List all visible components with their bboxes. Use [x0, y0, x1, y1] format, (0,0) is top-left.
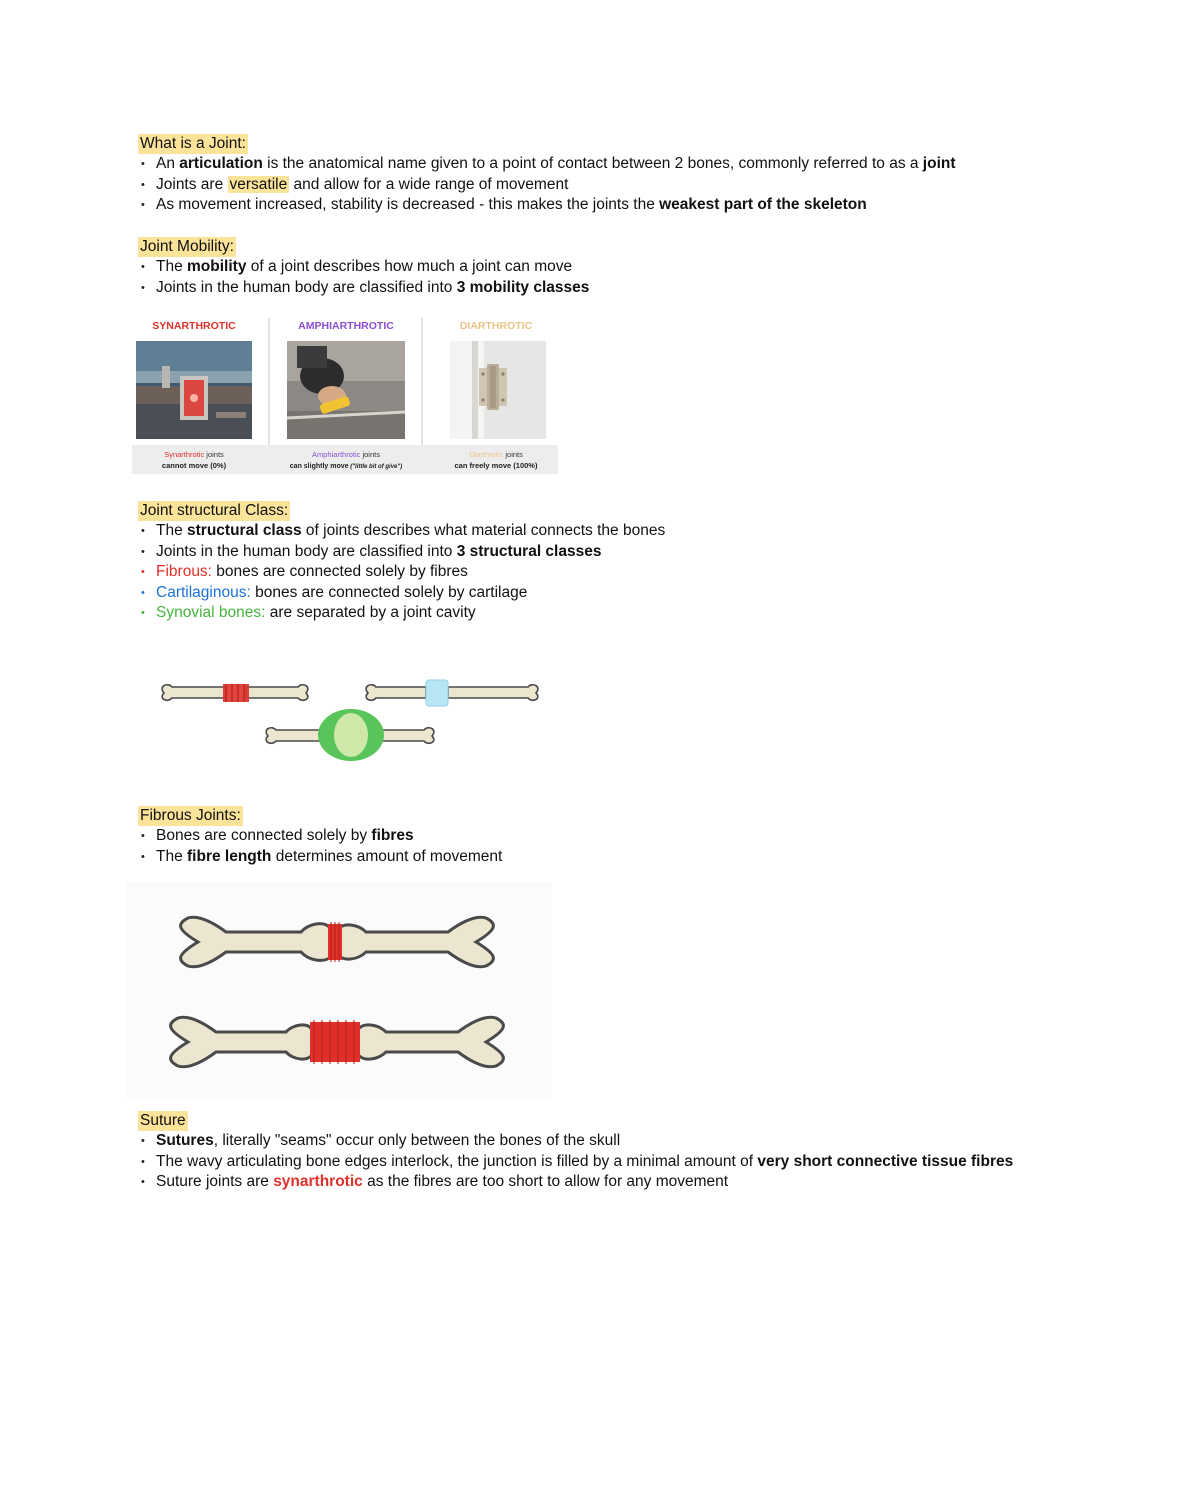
bullet-list: [138, 521, 665, 624]
text: determines amount of movement: [271, 847, 503, 865]
text: of a joint describes how much a joint can move: [246, 258, 573, 275]
list-item: [138, 175, 956, 196]
list-item-fibrous: [138, 562, 665, 583]
text: The: [156, 847, 188, 865]
bold-text: articulation: [179, 155, 263, 172]
bold-text: mobility: [187, 258, 247, 275]
bones-structural-illustration: [156, 672, 542, 772]
list-item-synovial: [138, 603, 665, 624]
mobility-classes-illustration: [132, 316, 558, 474]
bullet-list: [138, 154, 956, 216]
synovial-bone-pair: [266, 709, 434, 761]
bold-text: fibre length: [187, 847, 272, 865]
bullet-list: [138, 257, 589, 298]
text: An: [156, 155, 180, 172]
list-item-cartilaginous: [138, 583, 665, 604]
section-structural-class: [138, 501, 665, 624]
text: As movement increased, stability is decreased - this makes the joints the: [156, 196, 660, 213]
text: is the anatomical name given to a point of contact between 2 bones, commonly referred to as a: [262, 155, 923, 172]
text: and allow for a wide range of movement: [289, 175, 569, 193]
text: Joints in the human body are classified into: [156, 542, 457, 560]
list-item: [138, 154, 956, 175]
section-suture: [138, 1111, 1058, 1193]
bold-text: joint: [922, 155, 956, 172]
bullet-list: [138, 826, 502, 867]
text: Joints are: [156, 175, 228, 193]
panel-title-diarthrotic: DIARTHROTIC: [459, 320, 533, 332]
heading-joint-mobility: Joint Mobility:: [140, 238, 234, 255]
heading-fibrous-joints: Fibrous Joints:: [140, 807, 241, 824]
bullet-list: [138, 1131, 1058, 1193]
fibrous-bone-pair: [162, 684, 308, 702]
text: Bones are connected solely by: [156, 827, 372, 844]
heading-what-is-joint: What is a Joint:: [140, 135, 246, 152]
caption-diarthrotic: Diarthrotic joints: [469, 450, 523, 459]
list-item: [138, 195, 956, 216]
structural-classes-figure: [156, 672, 542, 777]
section-what-is-joint: [138, 134, 956, 216]
text: as the fibres are too short to allow for any movement: [362, 1173, 729, 1190]
caption-synarthrotic: Synarthrotic joints: [164, 450, 224, 459]
text: The: [156, 258, 188, 275]
text: bones are connected solely by fibres: [212, 563, 468, 580]
text: of joints describes what material connects the bones: [301, 522, 666, 539]
list-item: [138, 847, 502, 868]
colored-text: Fibrous:: [156, 563, 212, 580]
list-item: [138, 542, 665, 563]
door-hinge-photo: [450, 341, 546, 439]
colored-text: Synovial bones:: [156, 604, 266, 621]
fibre-length-figure: [126, 882, 552, 1105]
caulking-photo: [287, 341, 405, 439]
bold-text: Sutures: [156, 1132, 214, 1149]
list-item: [138, 521, 665, 542]
section-joint-mobility: [138, 237, 589, 298]
list-item: [138, 1152, 1058, 1173]
bold-text: weakest part of the skeleton: [659, 196, 867, 213]
bold-text: 3 structural classes: [456, 542, 602, 560]
panel-title-synarthrotic: SYNARTHROTIC: [152, 320, 236, 332]
text: Joints in the human body are classified into: [156, 278, 457, 296]
caption-synarthrotic-line2: cannot move (0%): [161, 461, 227, 470]
list-item: [138, 1172, 1058, 1193]
bold-text: structural class: [187, 522, 302, 539]
text: are separated by a joint cavity: [265, 604, 476, 621]
bold-text: very short connective tissue fibres: [757, 1152, 1014, 1170]
rail-joint-photo: [136, 341, 252, 439]
fibre-length-illustration: [126, 882, 552, 1100]
caption-amphiarthrotic: Amphiarthrotic joints: [312, 450, 380, 459]
text: bones are connected solely by cartilage: [250, 583, 528, 601]
caption-amphiarthrotic-line2: can slightly move ("little bit of give"): [289, 463, 403, 470]
heading-suture: Suture: [140, 1112, 186, 1129]
section-fibrous-joints: [138, 806, 502, 867]
list-item: [138, 278, 589, 299]
colored-text: synarthrotic: [273, 1173, 363, 1190]
mobility-classes-figure: [132, 316, 558, 479]
bold-text: fibres: [371, 827, 414, 844]
text: Suture joints are: [156, 1173, 274, 1190]
list-item: [138, 257, 589, 278]
colored-text: Cartilaginous:: [156, 583, 251, 601]
bold-text: 3 mobility classes: [456, 278, 590, 296]
list-item: [138, 1131, 1058, 1152]
text: The: [156, 522, 188, 539]
highlighted-text: versatile: [229, 175, 288, 193]
heading-structural-class: Joint structural Class:: [140, 502, 289, 519]
cartilaginous-bone-pair: [366, 680, 538, 706]
text: The wavy articulating bone edges interlock, the junction is filled by a minimal amount of: [156, 1152, 758, 1170]
panel-title-amphiarthrotic: AMPHIARTHROTIC: [298, 320, 394, 332]
caption-diarthrotic-line2: can freely move (100%): [454, 461, 538, 470]
text: , literally "seams" occur only between the bones of the skull: [213, 1132, 621, 1149]
list-item: [138, 826, 502, 847]
